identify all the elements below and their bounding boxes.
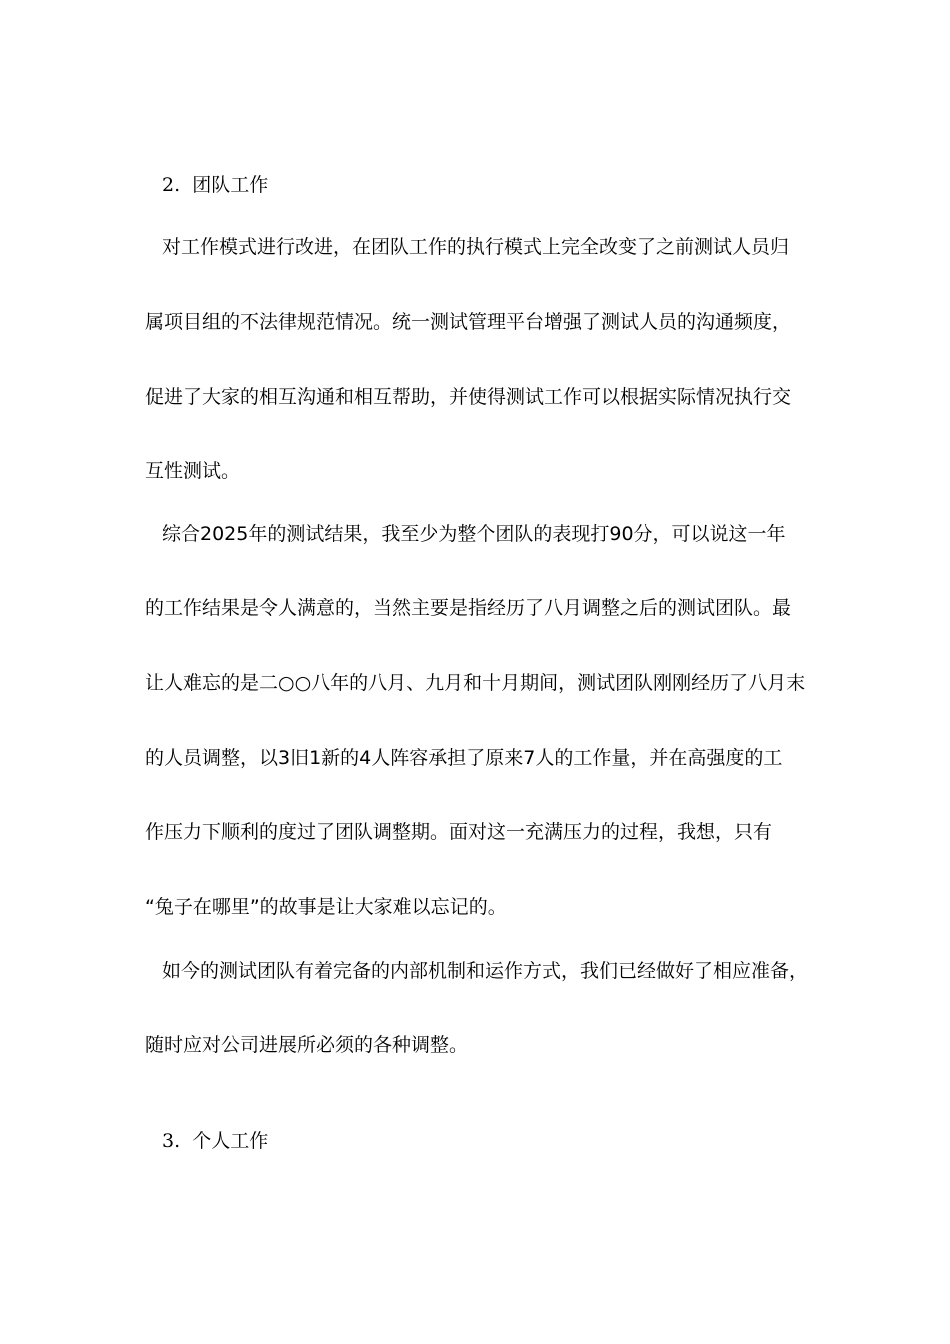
paragraph-2-line-1: 综合2025年的测试结果，我至少为整个团队的表现打90分，可以说这一年 xyxy=(162,523,786,545)
paragraph-1-line-1: 对工作模式进行改进，在团队工作的执行模式上完全改变了之前测试人员归 xyxy=(162,236,790,258)
section-2-title: 团队工作 xyxy=(192,174,269,196)
paragraph-3-line-1: 如今的测试团队有着完备的内部机制和运作方式，我们已经做好了相应准备， xyxy=(162,960,809,982)
paragraph-3-line-2: 随时应对公司进展所必须的各种调整。 xyxy=(145,1034,469,1056)
paragraph-2-line-5: 作压力下顺利的度过了团队调整期。面对这一充满压力的过程，我想，只有 xyxy=(145,821,773,843)
section-3-number: 3. xyxy=(162,1130,181,1152)
paragraph-2-line-4: 的人员调整，以3旧1新的4人阵容承担了原来7人的工作量，并在高强度的工 xyxy=(145,747,783,769)
section-3-title: 个人工作 xyxy=(192,1130,269,1152)
section-2-number: 2. xyxy=(162,174,181,196)
paragraph-2-line-3: 让人难忘的是二○○八年的八月、九月和十月期间，测试团队刚刚经历了八月末 xyxy=(145,672,806,694)
paragraph-1-line-4: 互性测试。 xyxy=(145,460,241,482)
paragraph-1-line-2: 属项目组的不法律规范情况。统一测试管理平台增强了测试人员的沟通频度， xyxy=(145,311,792,333)
paragraph-2-line-6: “兔子在哪里”的故事是让大家难以忘记的。 xyxy=(145,896,507,918)
section-3-heading xyxy=(162,1129,268,1153)
paragraph-2-line-2: 的工作结果是令人满意的，当然主要是指经历了八月调整之后的测试团队。最 xyxy=(145,597,792,619)
section-2-heading xyxy=(162,173,268,197)
paragraph-1-line-3: 促进了大家的相互沟通和相互帮助，并使得测试工作可以根据实际情况执行交 xyxy=(145,386,792,408)
